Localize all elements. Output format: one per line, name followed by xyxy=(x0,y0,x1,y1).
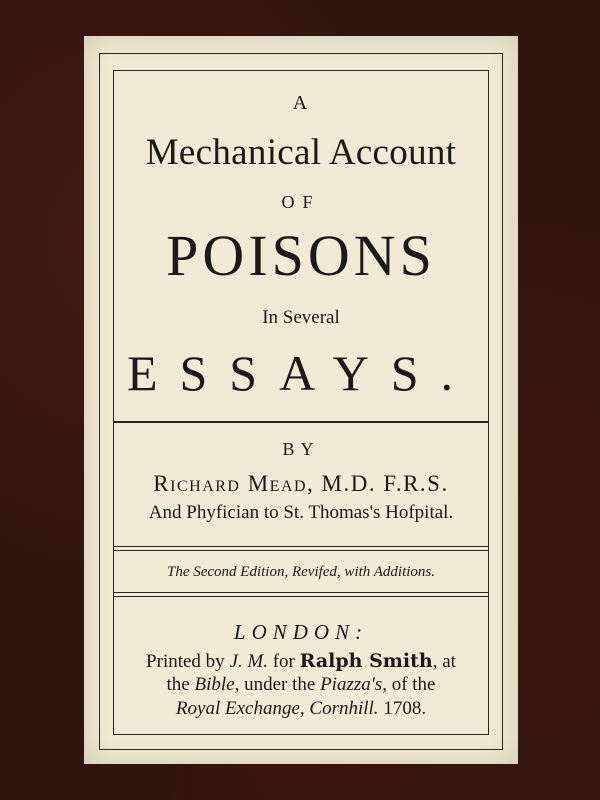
imprint-publisher: Ralph Smith xyxy=(299,650,433,672)
author-role: And Phyfician to St. Thomas's Hofpital. xyxy=(148,502,454,523)
imprint-line-1 xyxy=(84,650,518,673)
imprint-for: for xyxy=(272,651,295,672)
imprint-location: Royal Exchange, Cornhill. xyxy=(175,698,379,719)
by-label: BY xyxy=(282,439,320,459)
title-in-several: In Several xyxy=(262,307,340,328)
imprint-at: , at xyxy=(432,651,456,672)
imprint-bible: Bible xyxy=(194,674,235,695)
imprint-printer: J. M. xyxy=(229,651,268,672)
imprint-piazzas: Piazza's xyxy=(320,674,383,695)
imprint-line-3 xyxy=(84,698,518,720)
imprint-line-2 xyxy=(84,674,518,696)
title-line-mechanical-account: Mechanical Account xyxy=(145,132,457,173)
imprint-printed-by: Printed by xyxy=(146,651,225,672)
title-of: OF xyxy=(281,192,321,212)
divider-rule xyxy=(114,596,488,597)
title-article: A xyxy=(292,92,310,114)
title-line-essays: ESSAYS. xyxy=(126,345,476,401)
imprint-of-the: , of the xyxy=(382,674,436,695)
divider-rule xyxy=(114,550,488,551)
imprint-under-the: , under the xyxy=(234,674,316,695)
imprint-the: the xyxy=(166,674,190,695)
imprint-year: 1708. xyxy=(383,698,427,719)
imprint-city: LONDON: xyxy=(233,620,369,644)
author-name: Richard Mead, M.D. F.R.S. xyxy=(153,471,449,496)
title-page xyxy=(84,36,518,764)
divider-rule xyxy=(114,421,488,423)
divider-rule xyxy=(114,546,488,547)
title-line-poisons: POISONS xyxy=(166,223,436,288)
divider-rule xyxy=(114,592,488,593)
edition-note: The Second Edition, Revifed, with Additions. xyxy=(166,564,436,580)
